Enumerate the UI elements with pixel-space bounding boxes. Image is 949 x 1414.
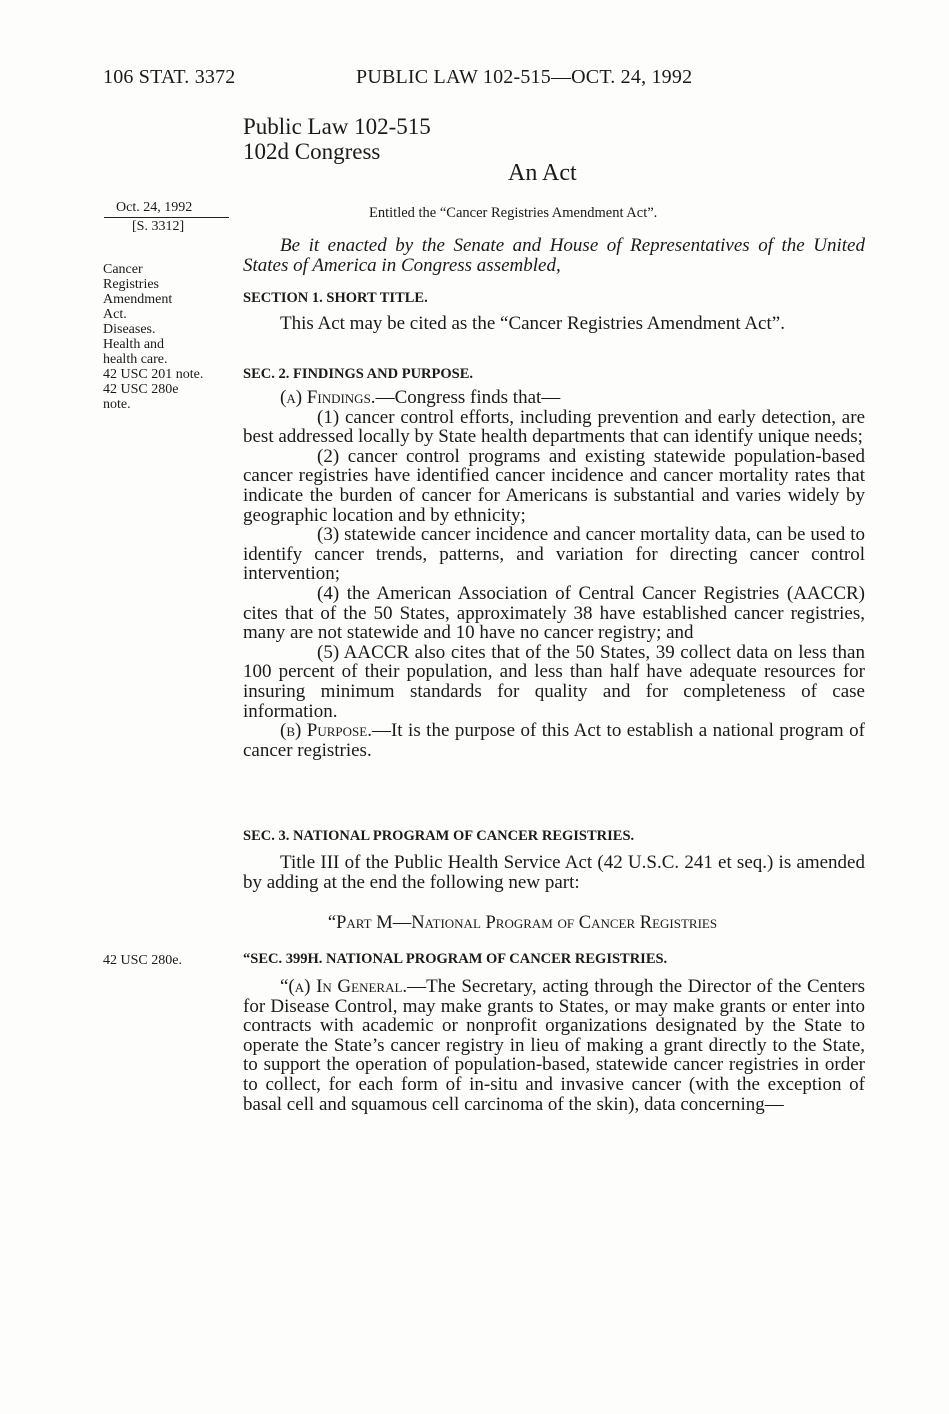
bill-number: [S. 3312] (132, 219, 185, 234)
section-1-heading: SECTION 1. SHORT TITLE. (243, 290, 428, 306)
purpose-paragraph (243, 721, 865, 760)
margin-note: note. (103, 397, 131, 412)
section-3-heading: SEC. 3. NATIONAL PROGRAM OF CANCER REGISTRIES. (243, 828, 635, 844)
act-label: An Act (508, 160, 577, 186)
findings-intro: —Congress finds that— (375, 387, 561, 408)
enactment-date: Oct. 24, 1992 (116, 200, 193, 215)
margin-note: Amendment (103, 292, 173, 307)
findings-label: (a) Findings. (280, 387, 376, 408)
running-title: PUBLIC LAW 102-515—OCT. 24, 1992 (356, 66, 693, 88)
margin-notes (103, 262, 243, 412)
code-citation-note: 42 USC 280e. (103, 953, 182, 968)
law-number: Public Law 102-515 (243, 114, 431, 139)
enacting-clause: Be it enacted by the Senate and House of Representatives of the United States of America in Congress assembled, (243, 235, 865, 276)
section-2-heading: SEC. 2. FINDINGS AND PURPOSE. (243, 366, 474, 382)
margin-note: Cancer (103, 262, 143, 277)
margin-note: 42 USC 280e (103, 382, 179, 397)
margin-note: Registries (103, 277, 159, 292)
margin-note: health care. (103, 352, 168, 367)
finding-item: (2) cancer control programs and existing statewide population-based cancer registries have identified cancer incidence and cancer mortality rates that indicate the burden of cancer for Americans is substantial and varies widely by geographic location and by ethnicity; (243, 445, 865, 526)
finding-item: (1) cancer control efforts, including prevention and early detection, are best addressed locally by State health departments that can identify unique needs; (243, 406, 865, 448)
margin-note: Health and (103, 337, 165, 352)
general-label: “(a) In General. (280, 976, 408, 997)
purpose-text: —It is the purpose of this Act to establish a national program of cancer registries. (243, 720, 865, 761)
margin-note: Act. (103, 307, 127, 322)
finding-item: (5) AACCR also cites that of the 50 States, 39 collect data on less than 100 percent of their population, and less than half have adequate resources for insuring minimum standards for quality and for completeness of case information. (243, 641, 865, 722)
entitled-line: Entitled the “Cancer Registries Amendment Act”. (369, 205, 658, 221)
congress-label: 102d Congress (243, 139, 381, 164)
findings-paragraph (243, 388, 865, 408)
stat-citation: 106 STAT. 3372 (103, 66, 236, 88)
general-text: —The Secretary, acting through the Director of the Centers for Disease Control, may make grants to States, or may make grants or enter into contracts with academic or nonprofit organizations designated by the State to operate the State’s cancer registry in lieu of making a grant directly to the State, to support the operation of population-based, statewide cancer registries in order to collect, for each form of in-situ and invasive cancer (with the exception of basal cell and squamous cell carcinoma of the skin), data concerning— (243, 976, 865, 1115)
finding-item: (4) the American Association of Central Cancer Registries (AACCR) cites that of the 50 States, approximately 38 have established cancer registries, many are not statewide and 10 have no cancer registry; and (243, 582, 865, 644)
finding-item: (3) statewide cancer incidence and cancer mortality data, can be used to identify cancer trends, patterns, and variation for directing cancer control intervention; (243, 524, 865, 585)
margin-note: Diseases. (103, 322, 156, 337)
date-divider (104, 217, 229, 218)
section-3-text: Title III of the Public Health Service Act (42 U.S.C. 241 et seq.) is amended by adding at the end the following new part: (243, 852, 865, 893)
part-m-heading: “Part M—National Program of Cancer Registries (327, 913, 718, 933)
section-399h-heading: “SEC. 399H. NATIONAL PROGRAM OF CANCER REGISTRIES. (243, 951, 668, 967)
purpose-label: (b) Purpose. (280, 720, 372, 742)
section-1-text: This Act may be cited as the “Cancer Registries Amendment Act”. (280, 313, 785, 334)
section-2-body (243, 388, 865, 760)
section-399h-general-text (243, 977, 865, 1114)
margin-note: 42 USC 201 note. (103, 367, 204, 382)
